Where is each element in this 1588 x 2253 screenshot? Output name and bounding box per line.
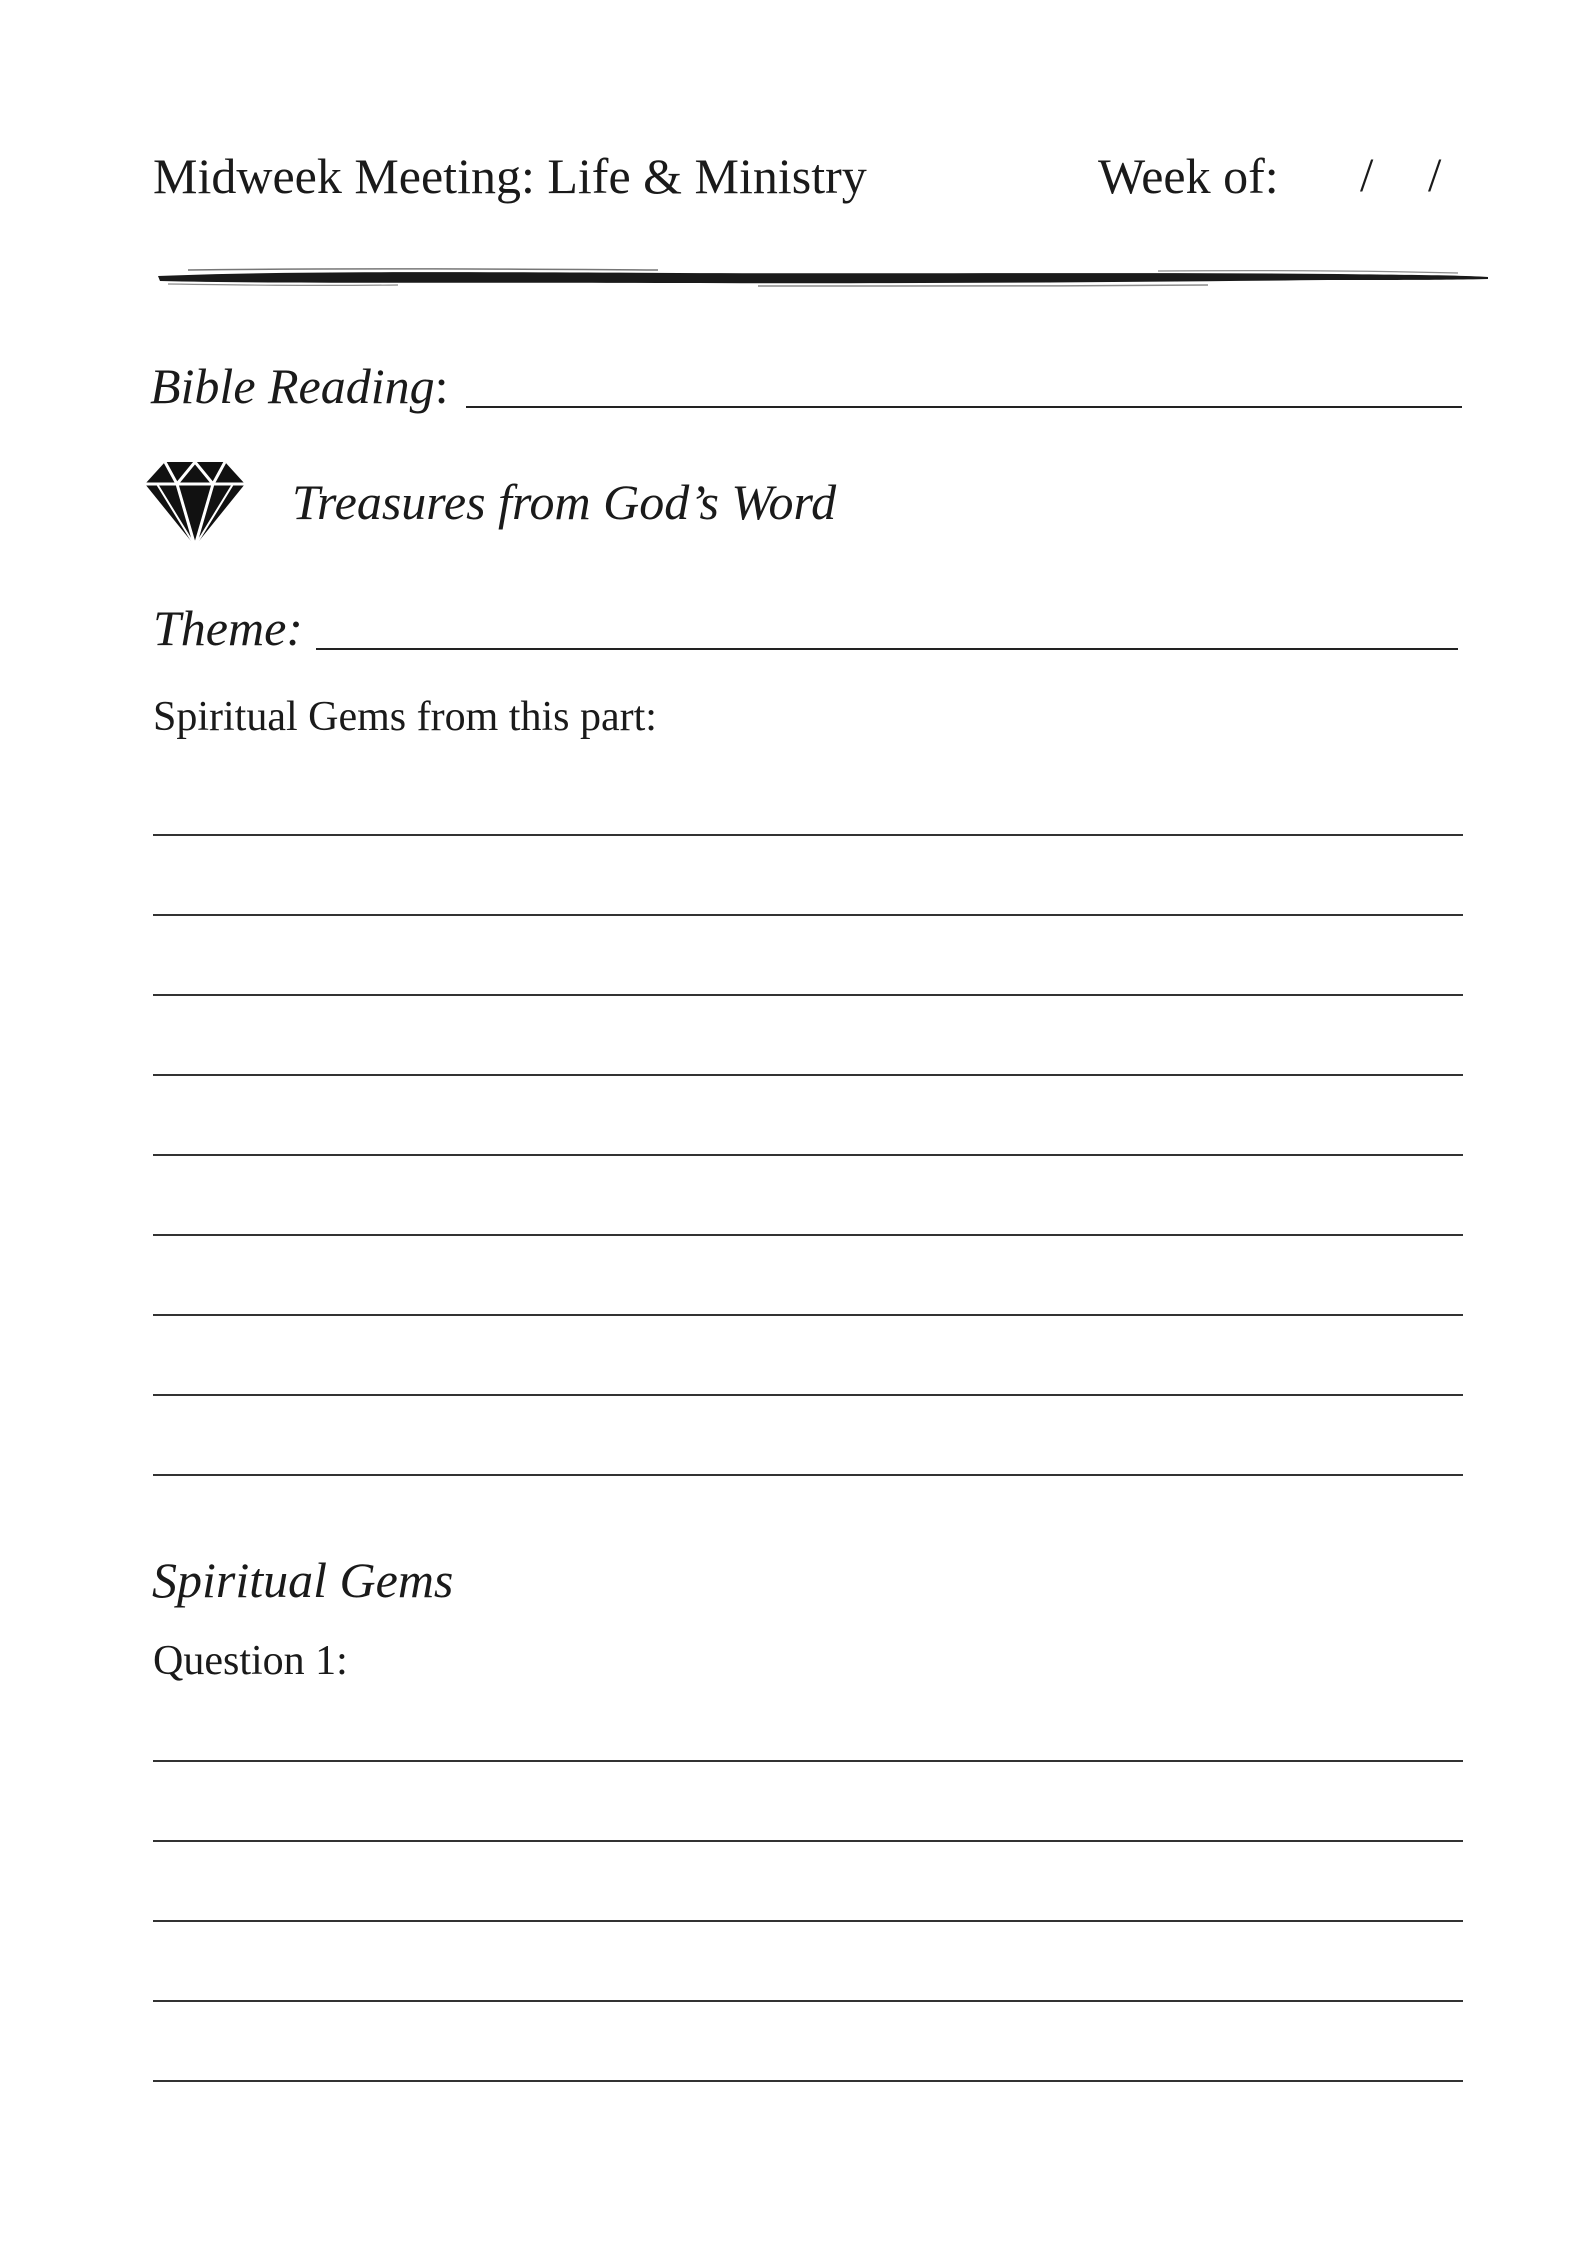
question-1-label: Question 1: bbox=[153, 1638, 348, 1684]
theme-label: Theme: bbox=[153, 600, 303, 656]
gems-write-line-2[interactable] bbox=[153, 914, 1463, 916]
brush-stroke-divider bbox=[158, 262, 1488, 292]
diamond-icon bbox=[145, 462, 245, 546]
gems-write-line-5[interactable] bbox=[153, 1154, 1463, 1156]
gems-write-line-1[interactable] bbox=[153, 834, 1463, 836]
gems-write-line-7[interactable] bbox=[153, 1314, 1463, 1316]
date-separator-1: / bbox=[1360, 149, 1374, 202]
question-write-line-3[interactable] bbox=[153, 1920, 1463, 1922]
date-separator-2: / bbox=[1428, 149, 1442, 202]
question-write-line-4[interactable] bbox=[153, 2000, 1463, 2002]
gems-from-part-prompt: Spiritual Gems from this part: bbox=[153, 694, 657, 740]
spiritual-gems-heading: Spiritual Gems bbox=[152, 1552, 454, 1608]
gems-write-line-8[interactable] bbox=[153, 1394, 1463, 1396]
week-of-label: Week of: bbox=[1098, 148, 1279, 204]
bible-reading-line[interactable] bbox=[466, 406, 1462, 408]
question-write-line-1[interactable] bbox=[153, 1760, 1463, 1762]
question-write-line-2[interactable] bbox=[153, 1840, 1463, 1842]
page-title: Midweek Meeting: Life & Ministry bbox=[153, 148, 867, 204]
theme-line[interactable] bbox=[316, 648, 1458, 650]
gems-write-line-6[interactable] bbox=[153, 1234, 1463, 1236]
treasures-heading: Treasures from God’s Word bbox=[292, 474, 837, 530]
gems-write-line-4[interactable] bbox=[153, 1074, 1463, 1076]
question-write-line-5[interactable] bbox=[153, 2080, 1463, 2082]
gems-write-line-3[interactable] bbox=[153, 994, 1463, 996]
bible-reading-label: Bible Reading: bbox=[150, 358, 449, 414]
gems-write-line-9[interactable] bbox=[153, 1474, 1463, 1476]
